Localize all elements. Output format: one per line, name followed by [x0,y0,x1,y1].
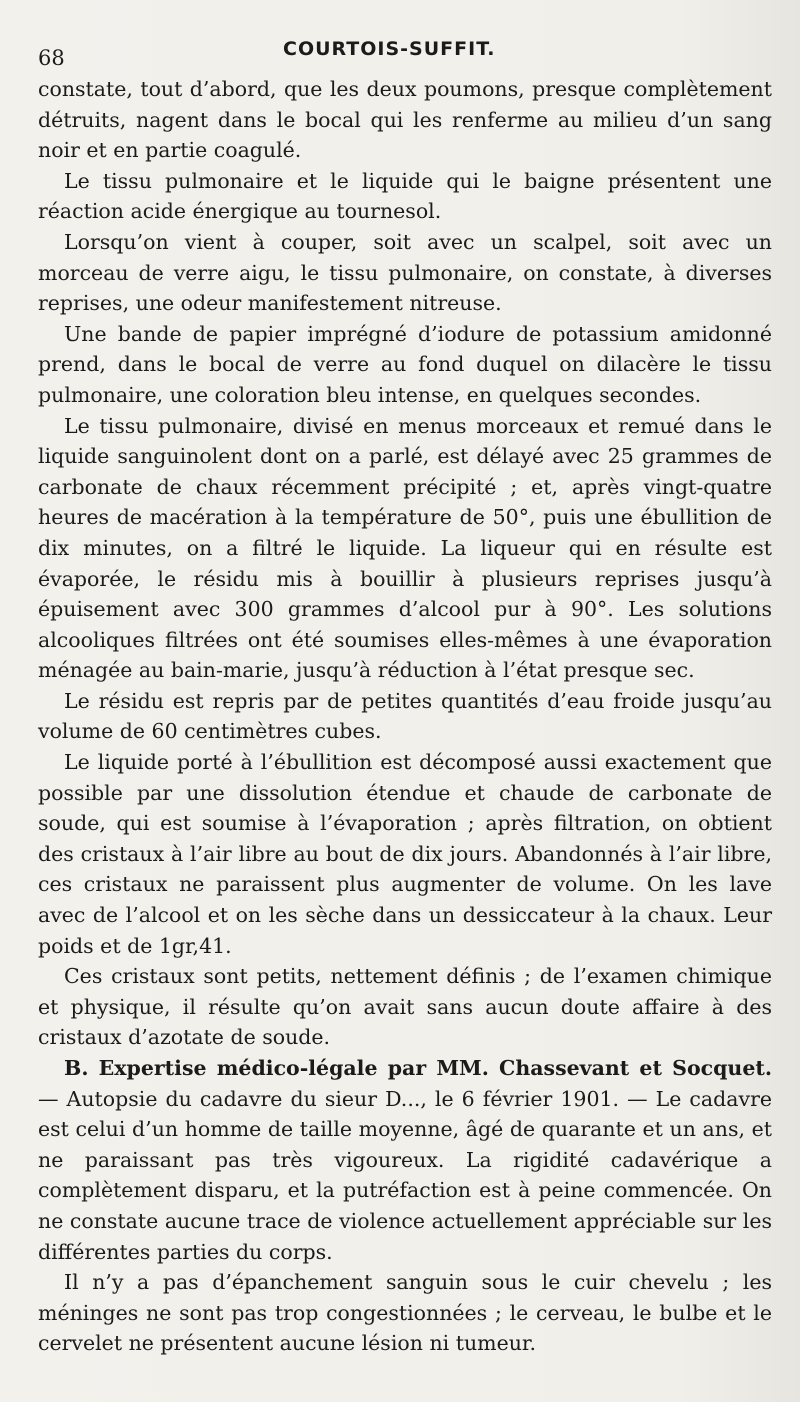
section-b-paragraph [38,1053,772,1267]
paragraph: Lorsqu’on vient à couper, soit avec un scalpel, soit avec un morceau de verre aigu, le tissu pulmonaire, on constate, à diverses reprises, une odeur manifestement nitreuse. [38,229,772,316]
paragraph: Il n’y a pas d’épanchement sanguin sous le cuir chevelu ; les méninges ne sont pas trop congestionnées ; le cerveau, le bulbe et le cervelet ne présentent aucune lésion ni tumeur. [38,1270,772,1356]
body-text [38,74,772,1359]
paragraph: Le résidu est repris par de petites quantités d’eau froide jusqu’au volume de 60 centimètres cubes. [38,688,772,744]
section-b-heading: B. Expertise médico-légale par MM. Chassevant et Socquet. [64,1056,772,1080]
paragraph: Le tissu pulmonaire et le liquide qui le baigne présentent une réaction acide énergique au tournesol. [38,168,772,224]
paragraph: Le liquide porté à l’ébullition est décomposé aussi exactement que possible par une dissolution étendue et chaude de carbonate de soude, qui est soumise à l’évaporation ; après filtration, on obtient des cristaux à l’air libre au bout de dix jours. Abandonnés à l’air libre, ces cristaux ne paraissent plus augmenter de volume. On les lave avec de l’alcool et on les sèche dans un dessiccateur à la chaux. Leur poids et de 1gr,41. [38,750,772,958]
paragraph: Ces cristaux sont petits, nettement définis ; de l’examen chimique et physique, il résulte qu’on avait sans aucun doute affaire à des cristaux d’azotate de soude. [38,964,772,1050]
page-number: 68 [38,46,65,70]
running-title: COURTOIS-SUFFIT. [283,38,496,60]
section-b-text: — Autopsie du cadavre du sieur D..., le 6 février 1901. — Le cadavre est celui d’un homme de taille moyenne, âgé de quarante et un ans, et ne paraissant pas très vigoureux. La rigidité cadavérique a complètement disparu, et la putréfaction est à peine commencée. On ne constate aucune trace de violence actuellement appréciable sur les différentes parties du corps. [38,1086,772,1264]
paragraph: Une bande de papier imprégné d’iodure de potassium amidonné prend, dans le bocal de verre au fond duquel on dilacère le tissu pulmonaire, une coloration bleu intense, en quelques secondes. [38,321,772,407]
running-head [38,30,772,74]
paragraph: constate, tout d’abord, que les deux poumons, presque complètement détruits, nagent dans le bocal qui les renferme au milieu d’un sang noir et en partie coagulé. [38,77,772,163]
paragraph: Le tissu pulmonaire, divisé en menus morceaux et remué dans le liquide sanguinolent dont on a parlé, est délayé avec 25 grammes de carbonate de chaux récemment précipité ; et, après vingt-quatre heures de macération à la température de 50°, puis une ébullition de dix minutes, on a filtré le liquide. La liqueur qui en résulte est évaporée, le résidu mis à bouillir à plusieurs reprises jusqu’à épuisement avec 300 grammes d’alcool pur à 90°. Les solutions alcooliques filtrées ont été soumises elles-mêmes à une évaporation ménagée au bain-marie, jusqu’à réduction à l’état presque sec. [38,413,772,683]
